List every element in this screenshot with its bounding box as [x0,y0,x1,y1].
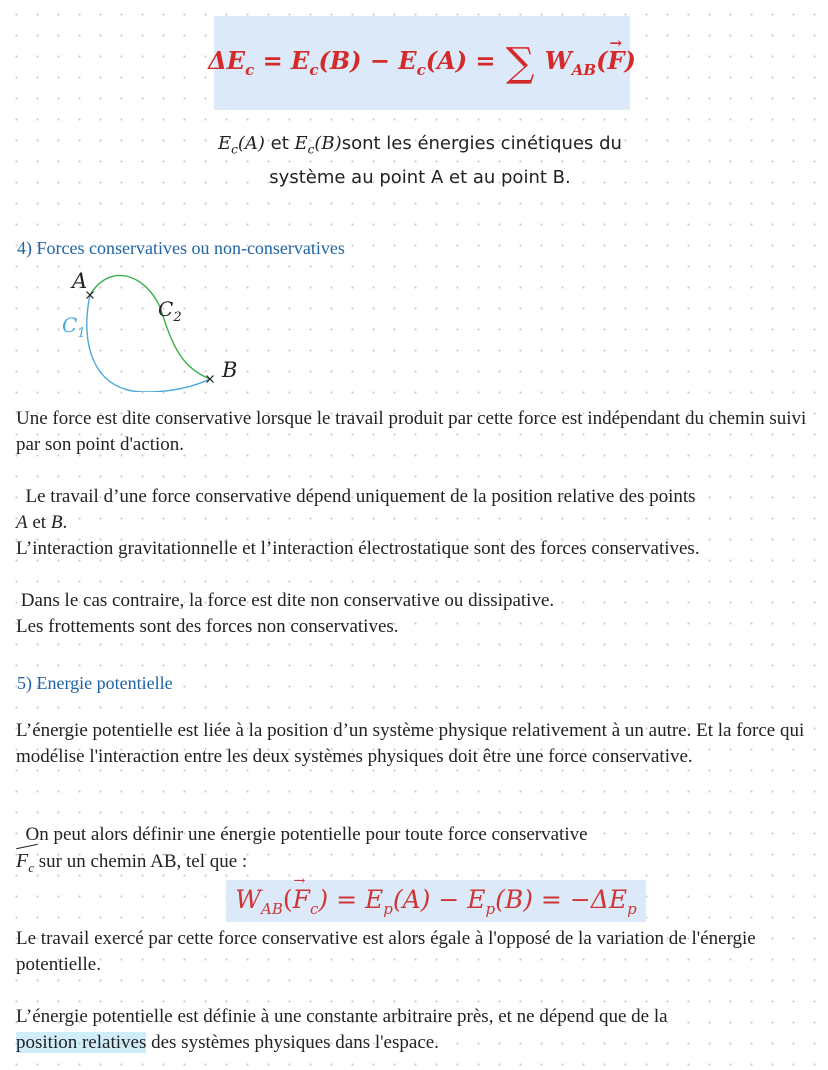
p2-dot: . [62,512,68,533]
formula2-part: ( [282,884,293,914]
label-c1 [62,313,86,341]
section-5-paragraph-2 [16,822,816,881]
formula2-sub: c [309,899,319,918]
p2-lead: Le travail d’une force conservative dépend uniquement de la position relative des points [16,486,696,507]
caption-sub: c [307,142,315,157]
potential-energy-formula-box [226,880,646,922]
formula2-part: (B) = −ΔE [495,884,628,914]
caption-line-1 [150,130,690,164]
path-c2 [90,275,210,379]
formula-part: = E [254,46,310,75]
p2-point-a: A [16,512,28,533]
caption-e: E [294,133,308,154]
fc-letter: F [16,850,29,872]
formula2-part: ) = E [318,884,384,914]
section-4-paragraph-5: Les frottements sont des forces non conservatives. [16,616,399,637]
section-4-paragraph-1: Une force est dite conservative lorsque le travail produit par cette force est indépendant du chemin suivi par son point d'action. [16,408,807,455]
paths-diagram [50,262,250,392]
section-4-heading: 4) Forces conservatives ou non-conservatives [17,238,345,258]
formula2-sub: p [485,899,496,918]
section-5-paragraph-3: Le travail exercé par cette force conservative est alors égale à l'opposé de la variation de l'énergie potentielle. [16,928,756,975]
formula2-sub: p [383,899,393,918]
section-4-paragraph-2 [16,484,816,536]
label-a: A [72,269,88,293]
force-vector-fc: → F [293,885,310,914]
section-5-heading: 5) Energie potentielle [17,673,173,693]
formula-part: ΔE [208,46,246,75]
formula-part: W [536,46,572,75]
formula-sub: c [245,60,255,79]
caption-ec-b [294,133,342,157]
sum-symbol: ∑ [505,40,535,86]
label-c2 [158,297,182,325]
force-vector: → F [607,46,624,75]
formula-sub: c [309,60,319,79]
caption-et: et [264,133,295,154]
caption-rest: sont les énergies cinétiques du [341,133,622,154]
caption-arg: (A) [237,133,265,154]
formula2-sub: p [627,899,637,918]
formula-part: (A) = [425,46,504,75]
section-5-paragraph-1: L’énergie potentielle est liée à la position d’un système physique relativement à un autre. Et la force qui modélise l'interaction entre les deux systèmes physiques doit être une force conservative. [16,720,805,767]
p2-et: et [27,512,51,533]
path-c1 [87,295,210,392]
p2-line-1: On peut alors définir une énergie potentielle pour toute force conservative [16,824,588,845]
c2-sub: 2 [173,310,182,325]
formula-sub: AB [571,60,597,79]
p4-rest: des systèmes physiques dans l'espace. [146,1032,439,1053]
p2-line-2: sur un chemin AB, tel que : [34,851,248,872]
c1-letter: C [62,313,78,337]
kinetic-energy-theorem-box [208,16,636,110]
label-b: B [222,358,238,382]
p4-line-1: L’énergie potentielle est définie à une constante arbitraire près, et ne dépend que de la [16,1006,668,1027]
formula-caption [150,130,690,191]
fc-sub: c [28,860,34,875]
potential-energy-formula [235,885,636,918]
c2-letter: C [158,297,174,321]
section-4-paragraph-3: L’interaction gravitationnelle et l’interaction électrostatique sont des forces conservatives. [16,538,700,559]
formula2-part: W [235,884,261,914]
caption-sub: c [231,142,238,157]
formula-part: ) [624,46,636,75]
formula-part: ( [596,46,608,75]
highlighted-text: position relatives [16,1032,147,1053]
p2-point-b: B [50,512,63,533]
caption-ec-a [218,133,265,157]
caption-arg: (B) [314,133,342,154]
formula2-part: (A) − E [392,884,486,914]
caption-e: E [218,133,232,154]
formula2-sub: AB [261,899,283,918]
kinetic-energy-theorem-formula [208,40,636,86]
section-5-paragraph-4 [16,1004,816,1056]
caption-line-2: système au point A et au point B. [269,166,571,188]
conservative-force-symbol [16,850,34,875]
formula-sub: c [416,60,426,79]
point-b-marker [207,376,214,383]
section-4-paragraph-4: Dans le cas contraire, la force est dite non conservative ou dissipative. [16,590,555,611]
c1-sub: 1 [77,326,86,341]
formula-part: (B) − E [318,46,417,75]
